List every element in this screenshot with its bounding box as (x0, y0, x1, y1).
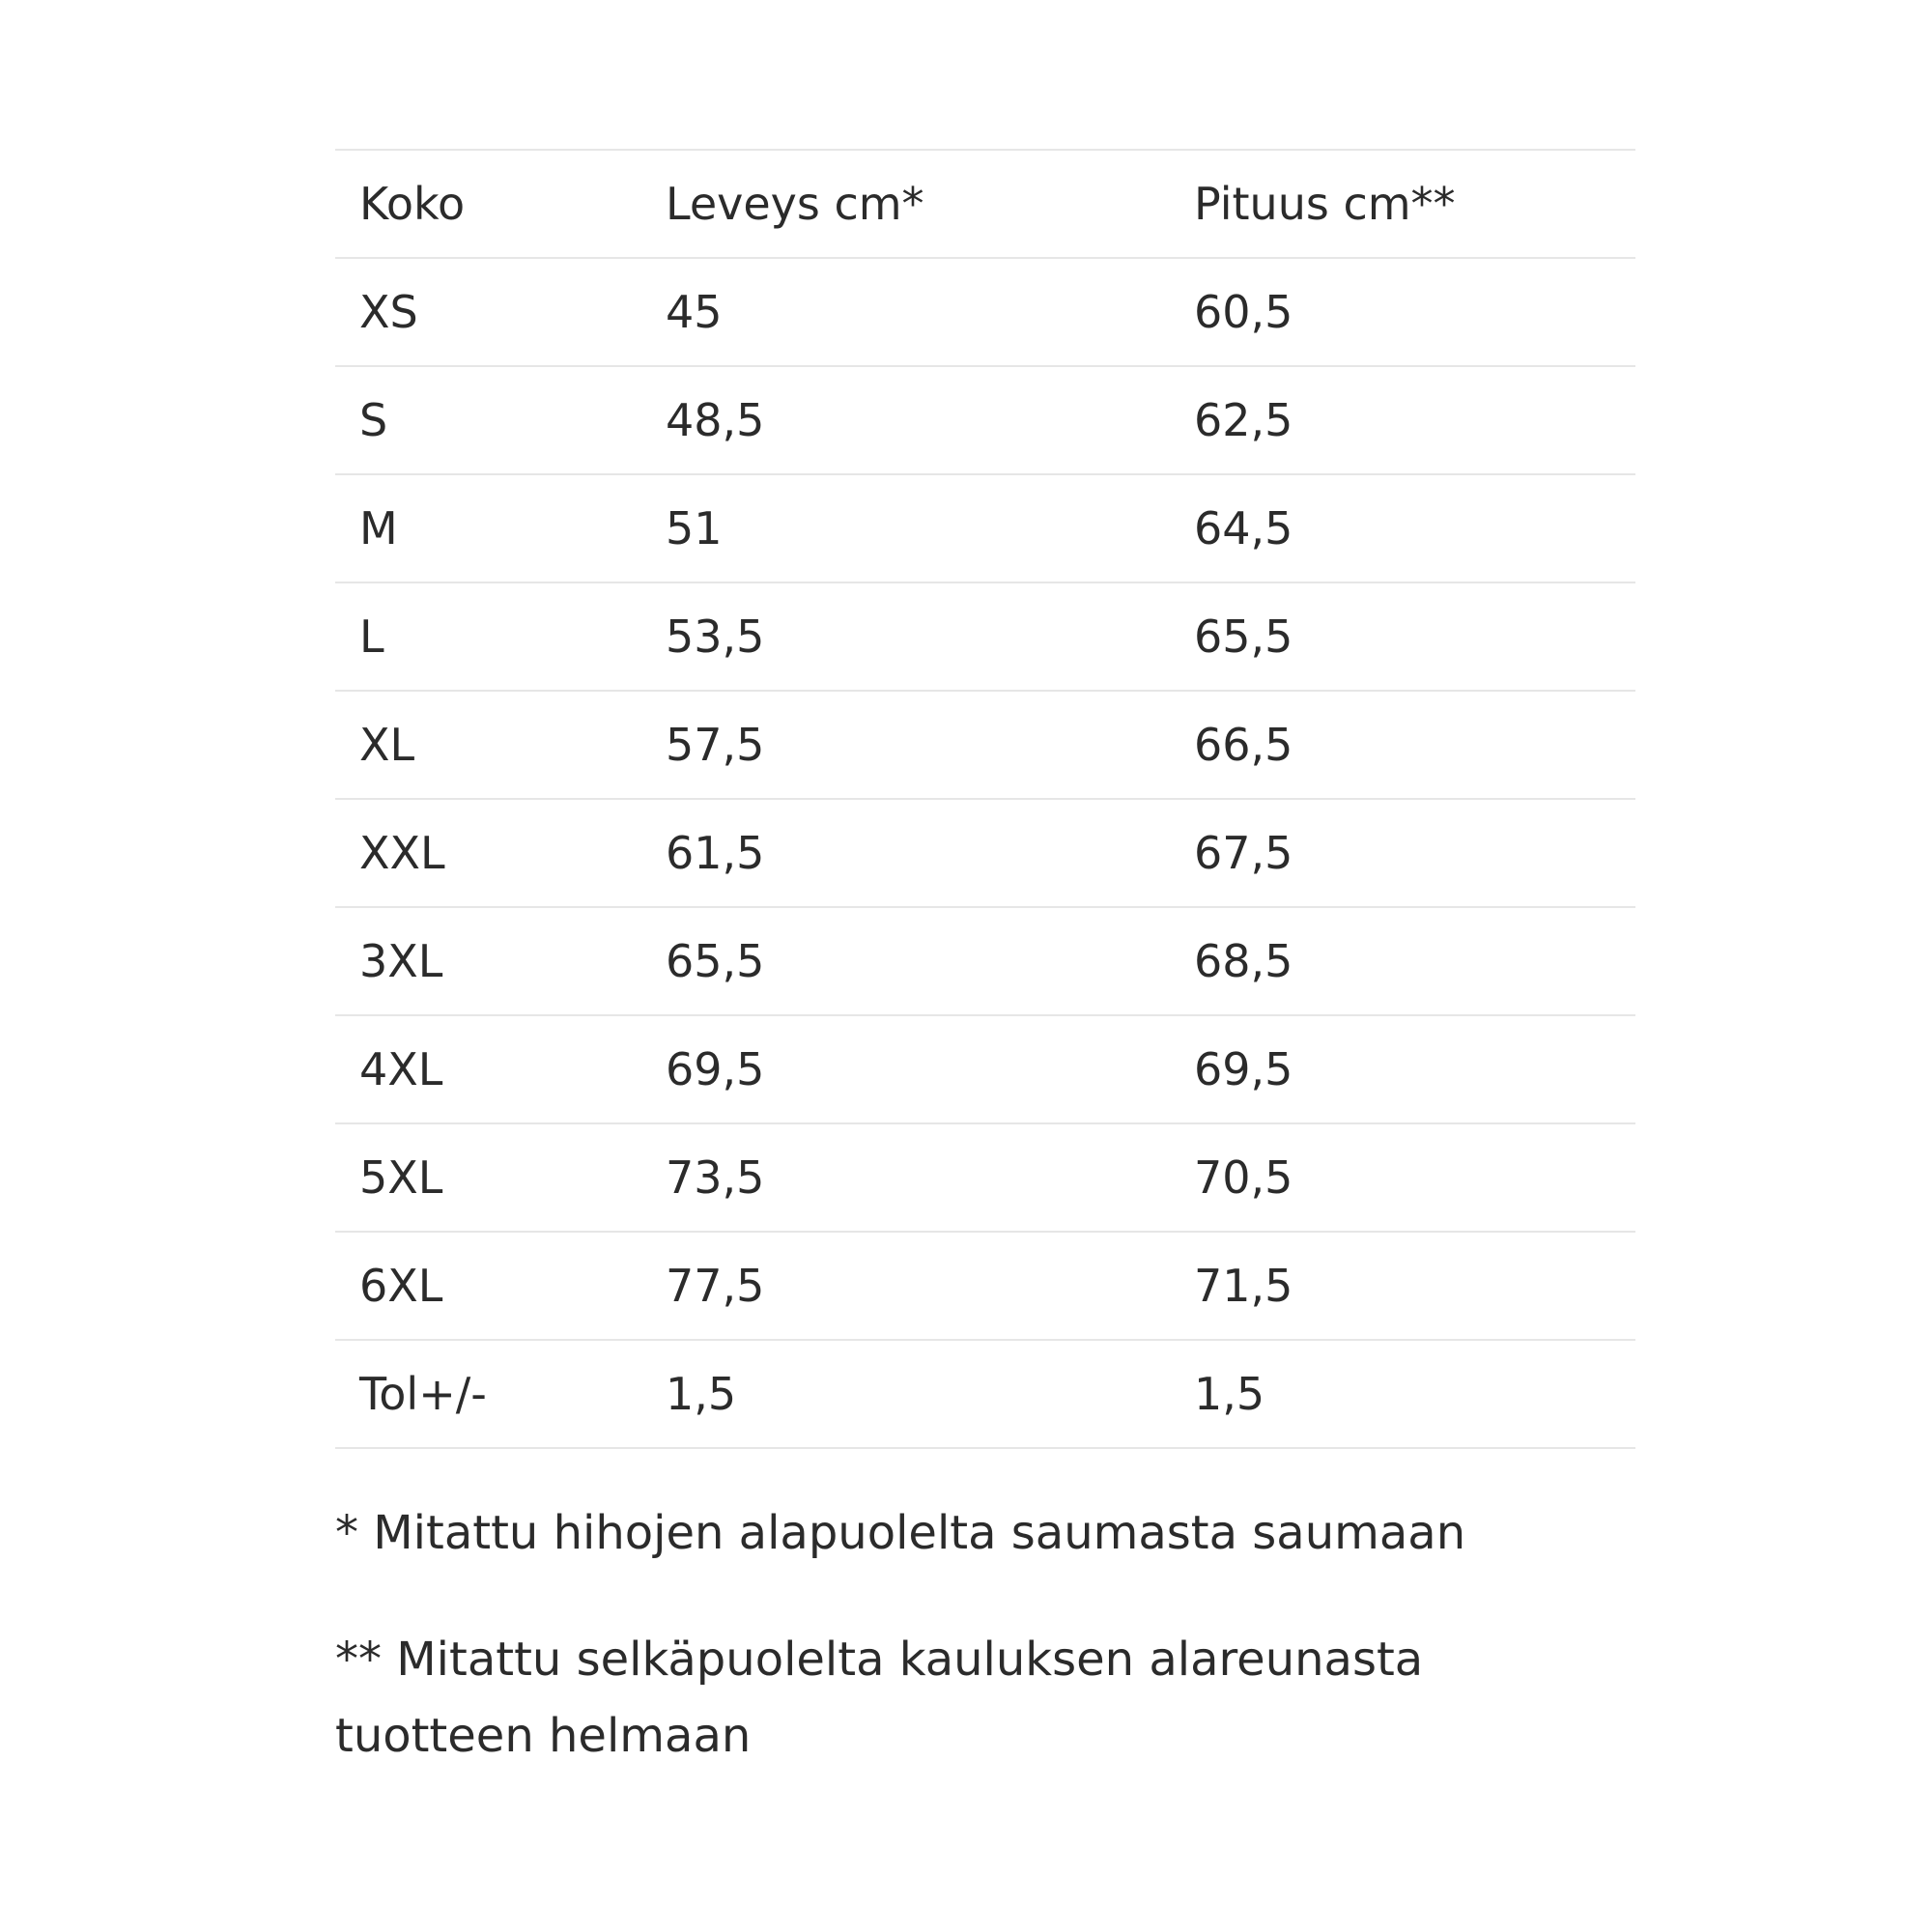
cell-width: 65,5 (641, 907, 1170, 1015)
cell-size: M (335, 474, 641, 582)
cell-length: 68,5 (1170, 907, 1635, 1015)
cell-width: 77,5 (641, 1232, 1170, 1340)
cell-length: 1,5 (1170, 1340, 1635, 1448)
cell-length: 62,5 (1170, 366, 1635, 474)
cell-size: 3XL (335, 907, 641, 1015)
table-row (335, 691, 1635, 799)
cell-length: 60,5 (1170, 258, 1635, 366)
size-table (335, 149, 1635, 1449)
cell-size: L (335, 582, 641, 691)
cell-size: 6XL (335, 1232, 641, 1340)
cell-size: 5XL (335, 1123, 641, 1232)
cell-length: 66,5 (1170, 691, 1635, 799)
cell-size: 4XL (335, 1015, 641, 1123)
cell-width: 45 (641, 258, 1170, 366)
cell-size: S (335, 366, 641, 474)
cell-width: 57,5 (641, 691, 1170, 799)
size-chart (335, 149, 1635, 1825)
table-row (335, 799, 1635, 907)
table-row (335, 1015, 1635, 1123)
cell-length: 64,5 (1170, 474, 1635, 582)
footnote-width: * Mitattu hihojen alapuolelta saumasta saumaan (335, 1506, 1466, 1560)
cell-length: 67,5 (1170, 799, 1635, 907)
header-length: Pituus cm** (1170, 150, 1635, 258)
cell-size: XS (335, 258, 641, 366)
table-row (335, 582, 1635, 691)
table-header-row (335, 150, 1635, 258)
table-row-tolerance (335, 1340, 1635, 1448)
table-row (335, 907, 1635, 1015)
table-row (335, 258, 1635, 366)
cell-length: 65,5 (1170, 582, 1635, 691)
cell-length: 71,5 (1170, 1232, 1635, 1340)
cell-width: 1,5 (641, 1340, 1170, 1448)
cell-width: 51 (641, 474, 1170, 582)
table-row (335, 366, 1635, 474)
cell-length: 70,5 (1170, 1123, 1635, 1232)
table-row (335, 1232, 1635, 1340)
cell-size: XL (335, 691, 641, 799)
header-width: Leveys cm* (641, 150, 1170, 258)
table-row (335, 1123, 1635, 1232)
cell-width: 69,5 (641, 1015, 1170, 1123)
cell-width: 48,5 (641, 366, 1170, 474)
table-row (335, 474, 1635, 582)
footnotes (335, 1495, 1635, 1775)
footnote-length: ** Mitattu selkäpuolelta kauluksen alareunasta tuotteen helmaan (335, 1633, 1424, 1763)
cell-width: 61,5 (641, 799, 1170, 907)
cell-width: 73,5 (641, 1123, 1170, 1232)
cell-width: 53,5 (641, 582, 1170, 691)
header-size: Koko (335, 150, 641, 258)
cell-length: 69,5 (1170, 1015, 1635, 1123)
cell-size: Tol+/- (335, 1340, 641, 1448)
cell-size: XXL (335, 799, 641, 907)
